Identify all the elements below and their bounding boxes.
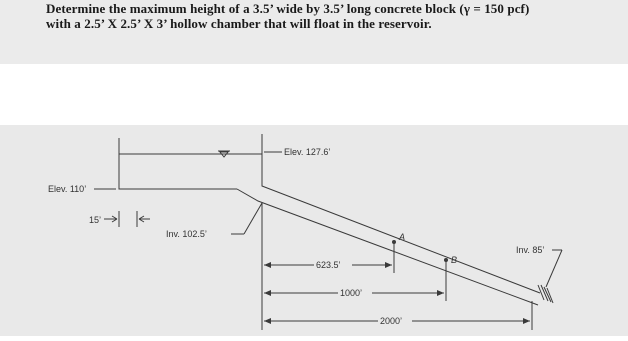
outlet-hatching: [538, 285, 553, 303]
inv-102-label: Inv. 102.5’: [166, 229, 207, 239]
reservoir-outline: [119, 138, 237, 189]
pipe-top-wall: [262, 134, 540, 293]
problem-statement: [0, 0, 628, 64]
reservoir-pipe-diagram: [0, 125, 628, 336]
elev-127-label: Elev. 127.6’: [284, 147, 331, 157]
point-a-label: A: [399, 232, 406, 242]
dim-623-label: 623.5’: [316, 260, 341, 270]
point-b-marker: [444, 258, 448, 262]
point-a-marker: [392, 240, 396, 244]
pipe-bottom-wall: [237, 189, 538, 305]
inv-85-label: Inv. 85’: [516, 245, 545, 255]
problem-line-2: with a 2.5’ X 2.5’ X 3’ hollow chamber that will float in the reservoir.: [46, 16, 432, 31]
diagram-svg: [0, 125, 628, 336]
dim-15-label: 15’: [89, 215, 102, 225]
elev-110-label: Elev. 110’: [48, 184, 87, 194]
dim-1000-label: 1000’: [340, 288, 363, 298]
point-b-label: B: [451, 255, 458, 265]
problem-line-1: Determine the maximum height of a 3.5’ wide by 3.5’ long concrete block (γ = 150 pcf): [46, 1, 530, 16]
dim-2000-label: 2000’: [380, 316, 403, 326]
